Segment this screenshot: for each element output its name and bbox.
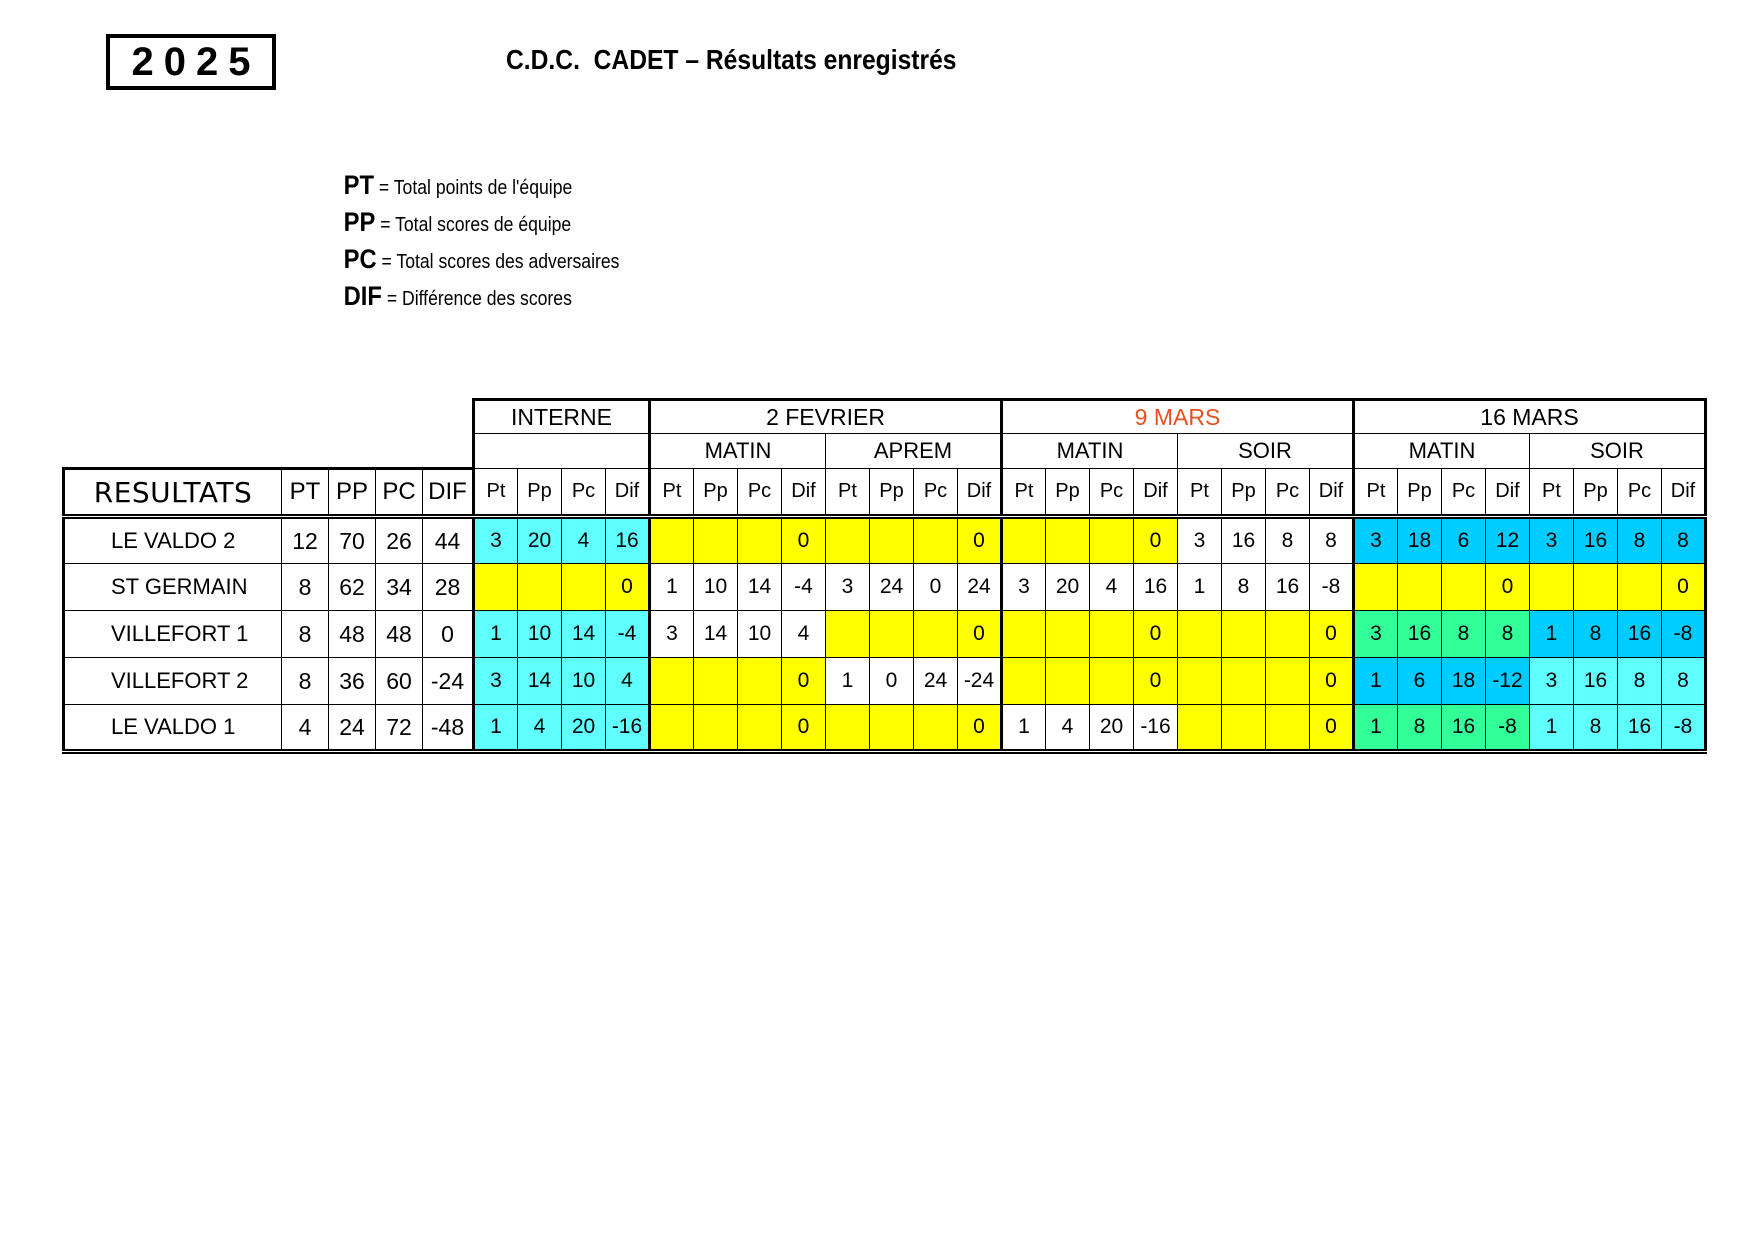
total-col-header: PT — [282, 469, 329, 517]
score-cell: 0 — [958, 705, 1002, 752]
score-cell: 12 — [1486, 517, 1530, 564]
team-name: LE VALDO 1 — [64, 705, 282, 752]
score-cell: 8 — [1662, 658, 1706, 705]
total-cell: 28 — [423, 564, 474, 611]
score-cell: 24 — [870, 564, 914, 611]
score-cell: -8 — [1310, 564, 1354, 611]
table-row — [64, 564, 1706, 611]
score-cell: 3 — [826, 564, 870, 611]
score-cell: 4 — [1046, 705, 1090, 752]
score-cell: -8 — [1486, 705, 1530, 752]
score-cell — [870, 517, 914, 564]
total-cell: 48 — [376, 611, 423, 658]
score-cell — [870, 611, 914, 658]
score-cell: 16 — [1442, 705, 1486, 752]
score-cell — [1354, 564, 1398, 611]
score-cell: 3 — [1354, 517, 1398, 564]
score-cell — [1090, 658, 1134, 705]
sub-col-header: Pc — [1266, 469, 1310, 517]
score-cell: -4 — [782, 564, 826, 611]
total-cell: -24 — [423, 658, 474, 705]
total-cell: 62 — [329, 564, 376, 611]
score-cell: 0 — [606, 564, 650, 611]
score-cell — [826, 611, 870, 658]
score-cell — [1618, 564, 1662, 611]
legend-key: PP — [343, 207, 376, 237]
total-cell: 60 — [376, 658, 423, 705]
score-cell: 8 — [1266, 517, 1310, 564]
score-cell: 14 — [562, 611, 606, 658]
score-cell: 3 — [1178, 517, 1222, 564]
team-name: LE VALDO 2 — [64, 517, 282, 564]
total-cell: 8 — [282, 611, 329, 658]
score-cell: 1 — [1354, 705, 1398, 752]
legend-key: PC — [343, 244, 377, 274]
total-cell: 8 — [282, 564, 329, 611]
score-cell: 16 — [1574, 658, 1618, 705]
score-cell: 8 — [1222, 564, 1266, 611]
legend-item — [328, 226, 620, 274]
legend-key: PT — [343, 170, 375, 200]
score-cell — [826, 705, 870, 752]
score-cell: 14 — [738, 564, 782, 611]
score-cell: 20 — [562, 705, 606, 752]
score-cell — [914, 611, 958, 658]
score-cell — [518, 564, 562, 611]
score-cell: 20 — [518, 517, 562, 564]
team-name: VILLEFORT 1 — [64, 611, 282, 658]
total-cell: 26 — [376, 517, 423, 564]
sub-col-header: Pc — [562, 469, 606, 517]
score-cell — [1178, 705, 1222, 752]
session-header: SOIR — [1530, 434, 1706, 469]
score-cell — [694, 517, 738, 564]
score-cell: 3 — [474, 517, 518, 564]
score-cell: 8 — [1310, 517, 1354, 564]
score-cell: 0 — [1310, 705, 1354, 752]
total-cell: -48 — [423, 705, 474, 752]
score-cell: 8 — [1618, 658, 1662, 705]
score-cell — [1002, 611, 1046, 658]
score-cell — [1046, 517, 1090, 564]
results-table — [62, 398, 1707, 754]
sub-col-header: Dif — [1134, 469, 1178, 517]
score-cell — [1266, 611, 1310, 658]
session-header: MATIN — [650, 434, 826, 469]
score-cell — [1266, 658, 1310, 705]
header-blank — [64, 400, 474, 469]
legend-desc: = Total points de l'équipe — [374, 177, 573, 199]
score-cell: 1 — [1002, 705, 1046, 752]
round-header: 9 MARS — [1002, 400, 1354, 434]
table-row — [64, 705, 1706, 752]
sub-col-header: Dif — [958, 469, 1002, 517]
table-row — [64, 611, 1706, 658]
total-col-header: PP — [329, 469, 376, 517]
score-cell: 6 — [1398, 658, 1442, 705]
sub-col-header: Pp — [1046, 469, 1090, 517]
score-cell — [1398, 564, 1442, 611]
score-cell: 1 — [474, 611, 518, 658]
score-cell: 8 — [1486, 611, 1530, 658]
score-cell — [1266, 705, 1310, 752]
score-cell: 16 — [1222, 517, 1266, 564]
sub-col-header: Pc — [738, 469, 782, 517]
score-cell: 18 — [1442, 658, 1486, 705]
sub-col-header: Pp — [518, 469, 562, 517]
score-cell: 4 — [1090, 564, 1134, 611]
score-cell — [694, 705, 738, 752]
score-cell — [650, 517, 694, 564]
total-cell: 0 — [423, 611, 474, 658]
score-cell: 1 — [1178, 564, 1222, 611]
score-cell — [1090, 611, 1134, 658]
year-box — [106, 34, 276, 90]
score-cell: 3 — [650, 611, 694, 658]
sub-col-header: Dif — [1662, 469, 1706, 517]
score-cell: 1 — [474, 705, 518, 752]
sub-col-header: Pt — [1354, 469, 1398, 517]
sub-col-header: Pt — [826, 469, 870, 517]
score-cell: 16 — [1398, 611, 1442, 658]
score-cell: 4 — [562, 517, 606, 564]
score-cell — [1442, 564, 1486, 611]
score-cell: 0 — [1310, 658, 1354, 705]
score-cell — [1530, 564, 1574, 611]
sub-col-header: Dif — [1486, 469, 1530, 517]
score-cell: 14 — [694, 611, 738, 658]
score-cell: 1 — [1530, 611, 1574, 658]
score-cell: 0 — [1310, 611, 1354, 658]
score-cell: 0 — [870, 658, 914, 705]
sub-col-header: Pc — [914, 469, 958, 517]
table-row — [64, 517, 1706, 564]
total-cell: 36 — [329, 658, 376, 705]
score-cell — [826, 517, 870, 564]
score-cell: -24 — [958, 658, 1002, 705]
score-cell — [1046, 658, 1090, 705]
sub-col-header: Pp — [870, 469, 914, 517]
score-cell: 0 — [782, 517, 826, 564]
score-cell — [650, 658, 694, 705]
sub-col-header: Pt — [1002, 469, 1046, 517]
session-header: MATIN — [1002, 434, 1178, 469]
score-cell: 0 — [1486, 564, 1530, 611]
legend-desc: = Total scores de équipe — [375, 214, 572, 236]
score-cell — [738, 705, 782, 752]
score-cell: 8 — [1574, 611, 1618, 658]
score-cell — [1002, 658, 1046, 705]
score-cell — [1002, 517, 1046, 564]
score-cell: 16 — [1266, 564, 1310, 611]
score-cell: 20 — [1046, 564, 1090, 611]
session-header: SOIR — [1178, 434, 1354, 469]
total-col-header: PC — [376, 469, 423, 517]
score-cell: 16 — [1618, 611, 1662, 658]
score-cell: 0 — [958, 517, 1002, 564]
score-cell: 3 — [1530, 517, 1574, 564]
team-name: VILLEFORT 2 — [64, 658, 282, 705]
score-cell: 3 — [474, 658, 518, 705]
score-cell — [738, 517, 782, 564]
score-cell: 24 — [914, 658, 958, 705]
team-name: ST GERMAIN — [64, 564, 282, 611]
sub-col-header: Pt — [1178, 469, 1222, 517]
score-cell: 4 — [518, 705, 562, 752]
score-cell: 10 — [518, 611, 562, 658]
sub-col-header: Pp — [1222, 469, 1266, 517]
score-cell: 3 — [1530, 658, 1574, 705]
legend-item — [328, 152, 619, 200]
sub-col-header: Dif — [1310, 469, 1354, 517]
score-cell: 24 — [958, 564, 1002, 611]
sub-col-header: Pt — [1530, 469, 1574, 517]
year-label: 2025 — [131, 39, 261, 84]
score-cell: 3 — [1002, 564, 1046, 611]
sub-col-header: Pp — [1574, 469, 1618, 517]
score-cell — [474, 564, 518, 611]
score-cell: 20 — [1090, 705, 1134, 752]
sub-col-header: Pt — [474, 469, 518, 517]
total-cell: 4 — [282, 705, 329, 752]
resultats-header: RESULTATS — [64, 469, 282, 517]
legend — [328, 152, 659, 311]
score-cell: -16 — [1134, 705, 1178, 752]
sub-col-header: Pc — [1618, 469, 1662, 517]
sub-col-header: Pp — [1398, 469, 1442, 517]
score-cell: 4 — [606, 658, 650, 705]
score-cell: -16 — [606, 705, 650, 752]
score-cell — [1222, 658, 1266, 705]
score-cell — [1222, 705, 1266, 752]
score-cell — [650, 705, 694, 752]
score-cell: 0 — [958, 611, 1002, 658]
sub-col-header: Pc — [1090, 469, 1134, 517]
score-cell: 10 — [694, 564, 738, 611]
score-cell: 3 — [1354, 611, 1398, 658]
score-cell: 0 — [914, 564, 958, 611]
total-cell: 8 — [282, 658, 329, 705]
score-cell — [1222, 611, 1266, 658]
score-cell — [1178, 611, 1222, 658]
total-cell: 12 — [282, 517, 329, 564]
round-header: 16 MARS — [1354, 400, 1706, 434]
session-blank — [474, 434, 650, 469]
sub-col-header: Pp — [694, 469, 738, 517]
score-cell: 1 — [1530, 705, 1574, 752]
score-cell: 0 — [1662, 564, 1706, 611]
score-cell: 1 — [826, 658, 870, 705]
total-cell: 44 — [423, 517, 474, 564]
round-header: INTERNE — [474, 400, 650, 434]
score-cell — [1178, 658, 1222, 705]
score-cell: 1 — [1354, 658, 1398, 705]
score-cell — [738, 658, 782, 705]
score-cell: -4 — [606, 611, 650, 658]
score-cell: 14 — [518, 658, 562, 705]
session-header: MATIN — [1354, 434, 1530, 469]
score-cell: 8 — [1618, 517, 1662, 564]
score-cell: 8 — [1442, 611, 1486, 658]
score-cell — [914, 517, 958, 564]
score-cell: 0 — [782, 658, 826, 705]
score-cell — [1046, 611, 1090, 658]
score-cell: 8 — [1398, 705, 1442, 752]
total-cell: 72 — [376, 705, 423, 752]
score-cell: 0 — [1134, 517, 1178, 564]
score-cell: 16 — [1618, 705, 1662, 752]
score-cell: 16 — [1574, 517, 1618, 564]
score-cell: 16 — [606, 517, 650, 564]
score-cell: -12 — [1486, 658, 1530, 705]
score-cell — [1090, 517, 1134, 564]
total-col-header: DIF — [423, 469, 474, 517]
score-cell — [562, 564, 606, 611]
score-cell — [914, 705, 958, 752]
score-cell: -8 — [1662, 611, 1706, 658]
score-cell — [870, 705, 914, 752]
score-cell: 10 — [738, 611, 782, 658]
round-header: 2 FEVRIER — [650, 400, 1002, 434]
score-cell: 8 — [1662, 517, 1706, 564]
score-cell — [694, 658, 738, 705]
sub-col-header: Pc — [1442, 469, 1486, 517]
score-cell — [1574, 564, 1618, 611]
total-cell: 48 — [329, 611, 376, 658]
score-cell: 0 — [782, 705, 826, 752]
score-cell: 10 — [562, 658, 606, 705]
legend-item — [328, 189, 619, 237]
page-title: C.D.C. CADET – Résultats enregistrés — [506, 44, 957, 75]
legend-desc: = Différence des scores — [381, 288, 572, 310]
legend-desc: = Total scores des adversaires — [376, 251, 620, 273]
score-cell: -8 — [1662, 705, 1706, 752]
score-cell: 8 — [1574, 705, 1618, 752]
score-cell: 0 — [1134, 658, 1178, 705]
sub-col-header: Pt — [650, 469, 694, 517]
score-cell: 16 — [1134, 564, 1178, 611]
score-cell: 6 — [1442, 517, 1486, 564]
score-cell: 18 — [1398, 517, 1442, 564]
legend-item — [328, 263, 619, 311]
session-header: APREM — [826, 434, 1002, 469]
table-row — [64, 658, 1706, 705]
total-cell: 70 — [329, 517, 376, 564]
sub-col-header: Dif — [606, 469, 650, 517]
legend-key: DIF — [343, 281, 382, 311]
sub-col-header: Dif — [782, 469, 826, 517]
score-cell: 0 — [1134, 611, 1178, 658]
score-cell: 4 — [782, 611, 826, 658]
total-cell: 24 — [329, 705, 376, 752]
total-cell: 34 — [376, 564, 423, 611]
score-cell: 1 — [650, 564, 694, 611]
